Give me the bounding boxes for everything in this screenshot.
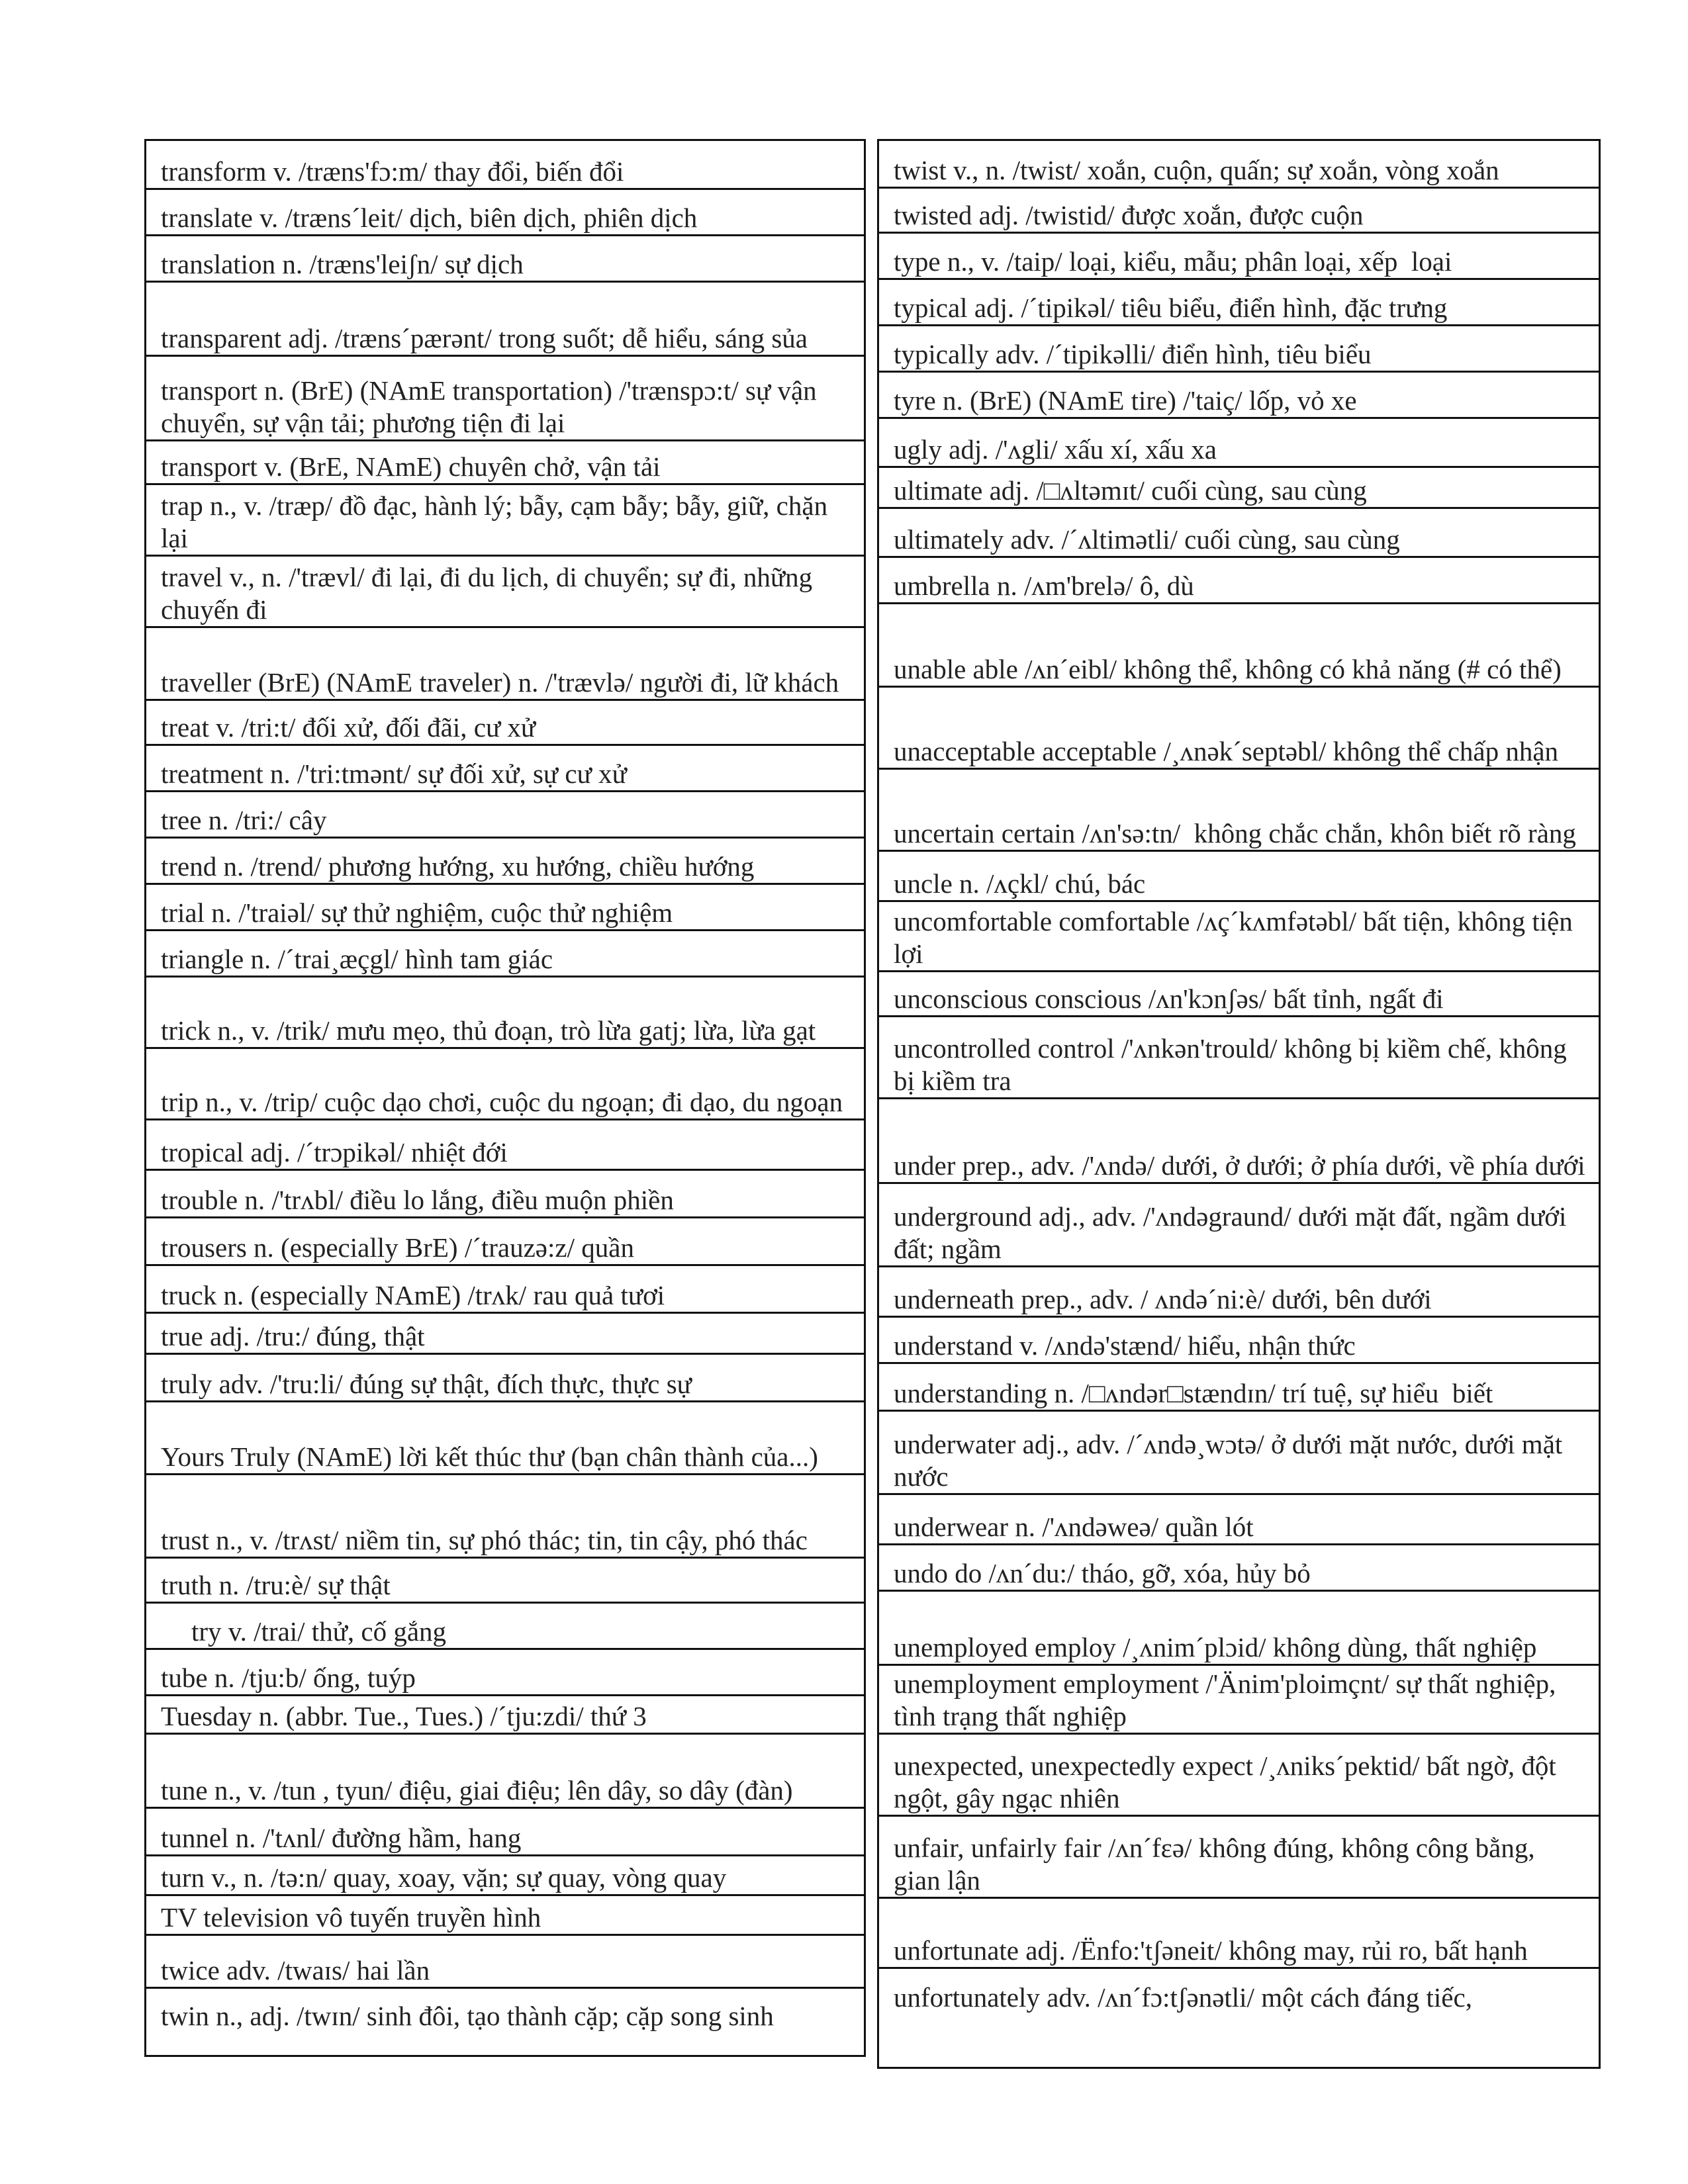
vocab-entry-text: unfortunate adj. /Ënfo:'tʃəneit/ không may, rủi ro, bất hạnh [894, 1935, 1528, 1966]
vocab-entry-text: ultimate adj. /□ʌltəmɪt/ cuối cùng, sau cùng [894, 475, 1367, 506]
vocab-entry-text: trouble n. /'trʌbl/ điều lo lắng, điều muộn phiền [161, 1185, 674, 1215]
vocab-entry-text: treatment n. /'tri:tmənt/ sự đối xử, sự cư xử [161, 758, 627, 789]
vocab-entry [879, 604, 1599, 688]
vocab-entry [879, 509, 1599, 558]
vocab-entry-text: truly adv. /'tru:li/ đúng sự thật, đích thực, thực sự [161, 1369, 692, 1399]
vocab-entry-text: transparent adj. /træns´pærənt/ trong suốt; dễ hiểu, sáng sủa [161, 323, 808, 353]
vocab-entry [879, 1318, 1599, 1364]
vocab-entry-text: typical adj. /´tipikəl/ tiêu biểu, điển hình, đặc trưng [894, 293, 1448, 323]
vocab-entry [146, 1266, 864, 1314]
vocab-entry [146, 1218, 864, 1266]
vocab-entry [146, 1856, 864, 1896]
vocab-entry [879, 1017, 1599, 1099]
vocab-entry [146, 1355, 864, 1402]
vocab-entry-text: under prep., adv. /'ʌndə/ dưới, ở dưới; ở phía dưới, về phía dưới [894, 1150, 1585, 1181]
vocab-entry [146, 441, 864, 485]
vocab-entry [879, 688, 1599, 770]
vocab-entry [146, 792, 864, 839]
vocab-entry [879, 419, 1599, 468]
vocab-entry-text: twisted adj. /twistid/ được xoắn, được cuộn [894, 200, 1364, 230]
vocab-entry-text: trip n., v. /trip/ cuộc dạo chơi, cuộc du ngoạn; đi dạo, du ngoạn [161, 1087, 843, 1117]
vocab-entry-text: travel v., n. /'trævl/ đi lại, đi du lịch, di chuyển; sự đi, những chuyến đi [161, 562, 820, 625]
vocab-entry-text: truck n. (especially NAmE) /trʌk/ rau quả tươi [161, 1280, 665, 1310]
vocab-entry-text: type n., v. /taip/ loại, kiểu, mẫu; phân loại, xếp loại [894, 246, 1452, 277]
vocab-entry-text: trust n., v. /trʌst/ niềm tin, sự phó thác; tin, tin cậy, phó thác [161, 1525, 808, 1555]
vocab-entry [146, 1809, 864, 1856]
vocab-entry-text: unconscious conscious /ʌn'kɔnʃəs/ bất tỉnh, ngất đi [894, 983, 1444, 1014]
vocab-entry [879, 770, 1599, 852]
vocab-entry [146, 839, 864, 885]
vocab-entry-text: understand v. /ʌndə'stænd/ hiểu, nhận thức [894, 1330, 1356, 1361]
vocab-entry-text: underwater adj., adv. /´ʌndə¸wɔtə/ ở dưới mặt nước, dưới mặt nước [894, 1429, 1570, 1492]
left-column [144, 139, 866, 2057]
vocab-entry-text: uncertain certain /ʌn'sə:tn/ không chắc chắn, khôn biết rõ ràng [894, 818, 1576, 848]
vocab-entry [879, 1412, 1599, 1495]
vocab-entry-text: undo do /ʌn´du:/ tháo, gỡ, xóa, hủy bỏ [894, 1558, 1311, 1588]
vocab-entry [879, 1666, 1599, 1735]
vocab-entry [146, 1171, 864, 1218]
vocab-entry-text: uncontrolled control /'ʌnkən'trould/ không bị kiềm chế, không bị kiềm tra [894, 1033, 1574, 1096]
vocab-entry [146, 1936, 864, 1989]
vocab-entry-text: unfair, unfairly fair /ʌn´fɛə/ không đúng, không công bằng, gian lận [894, 1833, 1542, 1895]
vocab-entry [146, 283, 864, 357]
vocab-entry [146, 1696, 864, 1735]
vocab-entry [879, 852, 1599, 902]
vocab-entry-text: ultimately adv. /´ʌltimətli/ cuối cùng, sau cùng [894, 524, 1400, 555]
vocab-entry [879, 972, 1599, 1017]
vocab-entry [146, 1650, 864, 1696]
vocab-entry [146, 1120, 864, 1171]
vocab-entry-text: twin n., adj. /twɪn/ sinh đôi, tạo thành cặp; cặp song sinh [161, 2001, 774, 2031]
vocab-entry [879, 280, 1599, 326]
vocab-entry-text: trick n., v. /trik/ mưu mẹo, thủ đoạn, trò lừa gatj; lừa, lừa gạt [161, 1015, 816, 1046]
vocab-entry-text: truth n. /tru:è/ sự thật [161, 1570, 391, 1600]
vocab-entry [146, 1896, 864, 1936]
vocab-entry [879, 1899, 1599, 1969]
vocab-entry [146, 1735, 864, 1809]
vocab-entry [146, 978, 864, 1049]
vocab-entry-text: uncle n. /ʌçkl/ chú, bác [894, 868, 1146, 899]
vocab-entry [146, 1314, 864, 1355]
vocab-entry-text: transport v. (BrE, NAmE) chuyên chở, vận tải [161, 451, 661, 482]
vocab-entry-text: tree n. /tri:/ cây [161, 805, 327, 835]
vocab-entry-text: understanding n. /□ʌndər□stændɪn/ trí tuệ, sự hiểu biết [894, 1378, 1493, 1408]
vocab-entry-text: Tuesday n. (abbr. Tue., Tues.) /´tju:zdi/ thứ 3 [161, 1701, 647, 1731]
vocab-entry [146, 1559, 864, 1604]
vocab-entry [879, 1969, 1599, 2014]
vocab-entry-text: turn v., n. /tə:n/ quay, xoay, vặn; sự quay, vòng quay [161, 1862, 727, 1893]
vocab-entry [879, 1495, 1599, 1545]
vocab-entry-text: tunnel n. /'tʌnl/ đường hầm, hang [161, 1823, 522, 1853]
vocab-entry-text: unemployment employment /'Änim'ploimçnt/ sự thất nghiệp, tình trạng thất nghiệp [894, 1668, 1563, 1731]
vocab-entry-text: tune n., v. /tun , tyun/ điệu, giai điệu; lên dây, so dây (đàn) [161, 1775, 793, 1805]
vocab-entry [879, 1184, 1599, 1267]
vocab-entry-text: ugly adj. /'ʌgli/ xấu xí, xấu xa [894, 434, 1217, 465]
vocab-entry [879, 1592, 1599, 1666]
vocab-entry [879, 234, 1599, 280]
vocab-entry [146, 885, 864, 931]
vocab-entry-text: twist v., n. /twist/ xoắn, cuộn, quấn; sự xoắn, vòng xoắn [894, 155, 1499, 185]
vocab-entry-text: typically adv. /´tipikəlli/ điển hình, tiêu biểu [894, 339, 1372, 369]
vocab-entry-text: treat v. /tri:t/ đối xử, đối đãi, cư xử [161, 712, 536, 743]
vocab-entry-text: Yours Truly (NAmE) lời kết thúc thư (bạn chân thành của...) [161, 1441, 818, 1472]
vocab-entry-text: trap n., v. /træp/ đồ đạc, hành lý; bẫy, cạm bẫy; bẫy, giữ, chặn lại [161, 490, 835, 553]
vocab-entry-text: unexpected, unexpectedly expect /¸ʌniks´pektid/ bất ngờ, đột ngột, gây ngạc nhiên [894, 1751, 1564, 1813]
vocab-entry-text: umbrella n. /ʌm'brelə/ ô, dù [894, 570, 1194, 601]
vocab-entry-text: unfortunately adv. /ʌn´fɔ:tʃənətli/ một cách đáng tiếc, [894, 1982, 1472, 2013]
vocab-entry [146, 485, 864, 557]
vocab-entry-text: tyre n. (BrE) (NAmE tire) /'taiç/ lốp, vỏ xe [894, 385, 1357, 416]
vocab-entry [879, 1364, 1599, 1412]
vocab-entry [146, 141, 864, 190]
vocab-entry [879, 902, 1599, 972]
vocab-entry [146, 1475, 864, 1559]
vocab-entry [146, 628, 864, 701]
vocab-entry [146, 1989, 864, 2032]
vocab-entry [146, 701, 864, 746]
vocab-entry [879, 326, 1599, 373]
vocab-entry [879, 189, 1599, 234]
vocab-entry-text: unable able /ʌn´eibl/ không thể, không có khả năng (# có thể) [894, 654, 1562, 684]
vocab-entry [146, 1604, 864, 1650]
vocab-entry-text: traveller (BrE) (NAmE traveler) n. /'trævlə/ người đi, lữ khách [161, 667, 839, 698]
vocab-entry [146, 236, 864, 283]
vocab-entry [879, 1735, 1599, 1817]
vocab-entry-text: transport n. (BrE) (NAmE transportation) /'trænspɔ:t/ sự vận chuyển, sự vận tải; phương tiện đi lại [161, 375, 823, 438]
vocab-entry [146, 1049, 864, 1120]
right-column [877, 139, 1601, 2069]
vocab-entry-text: unemployed employ /¸ʌnim´plɔid/ không dùng, thất nghiệp [894, 1632, 1537, 1662]
vocab-entry-text: trial n. /'traiəl/ sự thử nghiệm, cuộc thử nghiệm [161, 897, 673, 928]
vocab-entry [879, 1267, 1599, 1318]
vocab-entry [146, 931, 864, 978]
vocab-entry [146, 190, 864, 236]
vocab-entry-text: tube n. /tju:b/ ống, tuýp [161, 1662, 416, 1693]
vocab-entry-text: translation n. /træns'leiʃn/ sự dịch [161, 249, 524, 279]
vocab-entry-text: twice adv. /twaɪs/ hai lần [161, 1955, 430, 1985]
vocab-entry [879, 1545, 1599, 1592]
vocab-entry [879, 1817, 1599, 1899]
vocab-entry [879, 373, 1599, 419]
vocab-entry [146, 557, 864, 628]
vocab-entry [879, 1099, 1599, 1184]
vocab-entry [146, 1402, 864, 1475]
vocab-entry-text: true adj. /tru:/ đúng, thật [161, 1321, 425, 1351]
vocab-entry-text: uncomfortable comfortable /ʌç´kʌmfətəbl/ bất tiện, không tiện lợi [894, 906, 1580, 969]
vocab-entry [146, 357, 864, 441]
vocab-entry [879, 558, 1599, 604]
vocab-entry-text: transform v. /træns'fɔ:m/ thay đổi, biến đổi [161, 156, 624, 187]
vocab-entry [879, 468, 1599, 509]
vocab-entry-text: TV television vô tuyến truyền hình [161, 1902, 541, 1933]
vocab-entry-text: translate v. /træns´leit/ dịch, biên dịch, phiên dịch [161, 203, 698, 233]
vocab-entry-text: trousers n. (especially BrE) /´trauzə:z/ quần [161, 1232, 634, 1263]
vocab-entry [879, 141, 1599, 189]
vocab-entry-text: try v. /trai/ thử, cố gắng [191, 1616, 447, 1647]
vocab-entry [146, 746, 864, 792]
vocab-entry-text: tropical adj. /´trɔpikəl/ nhiệt đới [161, 1137, 508, 1167]
vocab-entry-text: underwear n. /'ʌndəweə/ quần lót [894, 1512, 1254, 1542]
vocab-entry-text: underground adj., adv. /'ʌndəgraund/ dưới mặt đất, ngầm dưới đất; ngầm [894, 1201, 1573, 1264]
vocab-entry-text: trend n. /trend/ phương hướng, xu hướng, chiều hướng [161, 851, 755, 882]
vocab-entry-text: underneath prep., adv. / ʌndə´ni:è/ dưới, bên dưới [894, 1284, 1432, 1314]
vocab-entry-text: unacceptable acceptable /¸ʌnək´septəbl/ không thể chấp nhận [894, 736, 1559, 766]
vocab-entry-text: triangle n. /´trai¸æçgl/ hình tam giác [161, 944, 553, 974]
